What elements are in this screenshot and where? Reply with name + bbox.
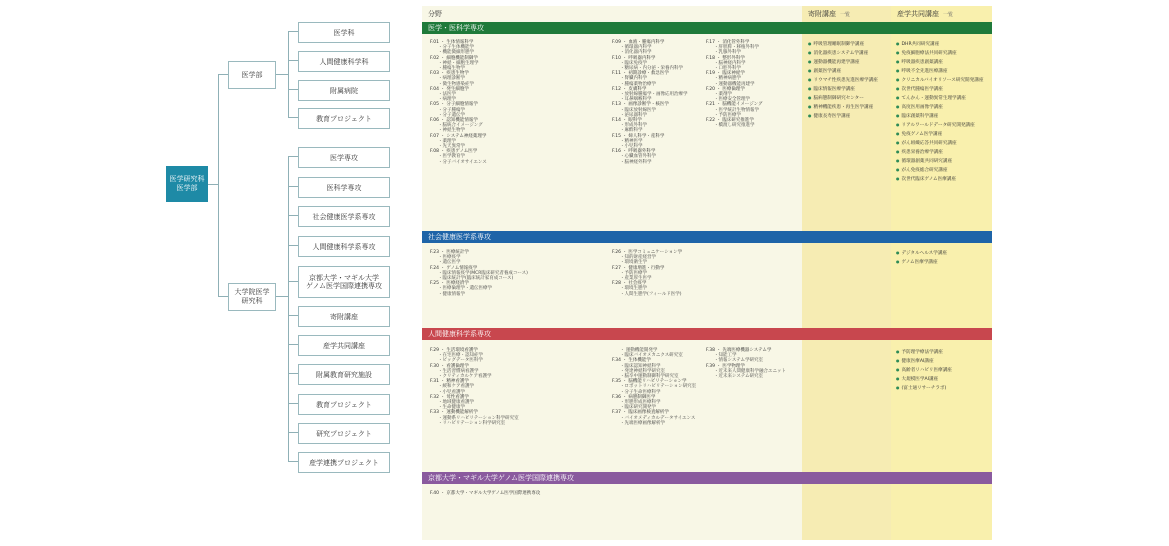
grad-leaf (298, 266, 390, 298)
field-item: ● 健康長寿医学講座 (808, 112, 878, 121)
field-item: ● リウマチ性疾患先進医療学講座 (808, 76, 878, 85)
kyoto-col-1 (430, 491, 540, 496)
field-item: ・運動系リハビリテーション科学研究室 (438, 415, 519, 421)
social-col-2 (612, 250, 682, 297)
field-item: ・知能工学 (714, 353, 737, 359)
field-item: ・近未来人間健康科学融合ユニット (714, 368, 786, 374)
root-line1: 医学研究科 (169, 175, 205, 183)
leaf-connector (288, 281, 298, 282)
sangaku-header-note: 一覧 (943, 12, 954, 18)
field-item: ・臨床研究開発学 (620, 405, 656, 411)
field-item: ● (富士通リサーチラボ) (896, 384, 952, 393)
connector-grad-v (288, 156, 289, 462)
field-item: ・先天異常学 (438, 144, 465, 150)
field-item: ・臨床認知神経科学 (620, 363, 661, 369)
field-item: F.16 ・ 呼吸器外科学 (612, 149, 656, 155)
leaf-connector (288, 245, 298, 246)
medicine-col-3 (706, 40, 763, 128)
leaf-connector (288, 31, 298, 32)
leaf-label: 医科学専攻 (326, 183, 362, 192)
field-item: ● 免疫ゲノム医学講座 (896, 130, 983, 139)
leaf-connector (288, 117, 298, 118)
grad-node-line2: 研究科 (241, 297, 263, 305)
grad-leaf (298, 306, 390, 327)
field-item: F.18 ・ 整形外科学 (706, 55, 745, 61)
leaf-label: 人間健康科学系専攻 (312, 242, 376, 251)
field-item: ・臨床免疫学 (620, 60, 647, 66)
field-item: ・糖尿病・内分泌・栄養内科学 (620, 66, 683, 72)
field-item: F.17 ・ 消化管外科学 (706, 40, 750, 45)
field-item: ・放射線腫瘍学・画像応用治療学 (620, 92, 688, 98)
leaf-connector (288, 89, 298, 90)
field-item: ・バイオメディカルデータサイエンス (620, 415, 696, 421)
field-item: F.22 ・ 臨床研究推進学 (706, 118, 754, 124)
field-item: F.34 ・ 生体機能学 (612, 358, 651, 364)
field-item: ・乳腺外科学 (714, 50, 741, 56)
field-item: F.08 ・ 疾患ゲノム医学 (430, 149, 478, 155)
field-item: ・腫瘍生物学 (438, 66, 465, 72)
leaf-connector (288, 60, 298, 61)
field-item: ・先端医療画像解析学 (620, 420, 665, 426)
field-item: ● 次世代腫瘍医学講座 (896, 85, 983, 94)
leaf-label: 寄附講座 (330, 312, 358, 321)
field-item: ・機能微細形態学 (438, 50, 474, 56)
field-item: ● 臨床情報医療学講座 (808, 85, 878, 94)
field-item: ・循環器内科学 (620, 45, 652, 51)
field-item: ・生命健康学 (438, 405, 465, 411)
field-item: ・医療安全管理学 (714, 97, 750, 103)
leaf-connector (288, 461, 298, 462)
field-item: ・知的財産経営学 (620, 255, 656, 261)
field-item: ・緩和ケア看護学 (438, 384, 474, 390)
field-item: ・情報システム学研究室 (714, 358, 764, 364)
grad-leaf (298, 335, 390, 356)
connector-faculty-v (288, 31, 289, 118)
grad-leaf (298, 423, 390, 444)
connector-faculty-in (218, 74, 228, 75)
field-item: ・脳統合イメージング (438, 123, 483, 129)
field-item: F.27 ・ 健康増進・行動学 (612, 265, 665, 271)
root-node (166, 166, 208, 202)
field-item: ・クリティカルケア看護学 (438, 374, 492, 380)
field-item: F.29 ・ 生活環境看護学 (430, 348, 478, 353)
field-item: ・小児科学 (620, 144, 643, 150)
field-item: F.35 ・ 脳機能リハビリテーション学 (612, 379, 687, 385)
leaf-connector (288, 315, 298, 316)
field-item: F.25 ・ 医療経済学 (430, 281, 469, 287)
leaf-label: 産学連携プロジェクト (309, 458, 379, 467)
field-item: ・橋渡し研究推進学 (714, 123, 755, 129)
grad-leaf (298, 364, 390, 385)
field-item: ● がん組織応答共同研究講座 (896, 139, 983, 148)
field-item: F.36 ・ 病態制御医学 (612, 394, 656, 400)
leaf-label: 医学専攻 (330, 153, 358, 162)
field-item: F.06 ・ 認知機能情報学 (430, 118, 478, 124)
field-item: F.04 ・ 発生細胞学 (430, 86, 469, 92)
field-item: F.09 ・ 血液・腫瘍内科学 (612, 40, 665, 45)
leaf-connector (288, 156, 298, 157)
field-item: ● 高齢者リハビリ医療講座 (896, 366, 952, 375)
field-item: ・遺伝医学 (438, 260, 461, 266)
field-item: ・予防医療学 (714, 112, 741, 118)
field-item: ・形成外科学 (620, 123, 647, 129)
sangaku-header-label: 産学共同講座 (897, 10, 939, 18)
grad-leaf (298, 394, 390, 415)
medicine-col-1 (430, 40, 487, 165)
human-col-2 (612, 348, 696, 426)
field-item: ・精神病態学 (714, 76, 741, 82)
grad-leaf (298, 452, 390, 473)
field-item: ● がん免疫総合研究講座 (896, 166, 983, 175)
field-item: F.14 ・ 眼科学 (612, 118, 642, 124)
faculty-node (228, 61, 276, 89)
field-item: ・臨床バイオメカニクス研究室 (620, 353, 683, 359)
field-item: ・分子生命医療科学 (620, 389, 661, 395)
connector-faculty-out (274, 74, 288, 75)
field-item: F.32 ・ 母性看護学 (430, 394, 469, 400)
field-item: ・環境生態学 (620, 286, 647, 292)
field-item: F.11 ・ 初期診療・救急医学 (612, 71, 669, 77)
human-col-3 (706, 348, 786, 379)
sangaku-medicine-list (896, 40, 983, 184)
field-item: ・脳卒中運動制御科学研究室 (620, 374, 679, 380)
faculty-leaf (298, 22, 390, 43)
field-header-label: 分野 (428, 10, 442, 18)
field-item: ・産業厚生医学 (620, 276, 652, 282)
field-item: ● 疾患栄養治療学講座 (896, 148, 983, 157)
grad-leaf (298, 177, 390, 198)
leaf-label: 研究プロジェクト (316, 429, 372, 438)
field-item: ● 呼吸不全先進医療講座 (896, 67, 983, 76)
field-item: ・小児看護学 (438, 389, 465, 395)
grad-leaf (298, 236, 390, 257)
field-item: F.15 ・ 婦人科学・産科学 (612, 133, 665, 139)
field-item: F.38 ・ 先端医療機器システム学 (706, 348, 772, 353)
field-item: ● 高度医用画像学講座 (896, 103, 983, 112)
field-item: ● 精神機能疾患・再生医学講座 (808, 103, 878, 112)
field-item: ● 免疫細胞療法共同研究講座 (896, 49, 983, 58)
field-item: F.26 ・ 医学コミュニケーション学 (612, 250, 683, 255)
field-item: ・分子腫瘍学 (438, 107, 465, 113)
leaf-connector (288, 373, 298, 374)
field-item: ・心臓血管外科学 (620, 154, 656, 160)
field-item: ● 次世代臨床ゲノム医療講座 (896, 175, 983, 184)
field-item: F.37 ・ 臨床画像検査解析学 (612, 410, 669, 416)
field-item: F.02 ・ 細胞機能制御学 (430, 55, 478, 61)
kifu-medicine-list (808, 40, 878, 121)
field-item: ・形態形成医療科学 (620, 400, 661, 406)
grad-leaf (298, 206, 390, 227)
connector-grad-out (274, 296, 288, 297)
faculty-leaf (298, 80, 390, 101)
field-item: ・分子生体機能学 (438, 45, 474, 51)
field-item: ・病理学 (438, 97, 456, 103)
field-item: ・法医学 (438, 92, 456, 98)
field-item: ・運動器機能再建学 (714, 81, 755, 87)
field-item: ・医学統計生物情報学 (714, 107, 759, 113)
field-item: F.03 ・ 疾患生物学 (430, 71, 469, 77)
root-line2: 医学部 (176, 184, 198, 192)
field-item: F.13 ・ 画像診断学・核医学 (612, 102, 669, 108)
field-item: F.07 ・ システム神経薬理学 (430, 133, 487, 139)
band-kyoto: 京都大学・マギル大学ゲノム医学国際連携専攻 (422, 472, 992, 484)
field-item: ・生活習慣病看護学 (438, 368, 479, 374)
field-item: F.40 ・ 京都大学・マギル大学ゲノム医学国際連携専攻 (430, 491, 541, 496)
kifu-header-label: 寄附講座 (808, 10, 836, 18)
leaf-label: 教育プロジェクト (316, 114, 372, 123)
field-item: ・脳神経外科学 (620, 159, 652, 165)
field-item: ・ビッグデータ医科学 (438, 358, 483, 364)
leaf-label: 教育プロジェクト (316, 400, 372, 409)
field-item: F.23 ・ 医療統計学 (430, 250, 469, 255)
connector-root-v (218, 74, 219, 296)
field-item: ・精神医学 (620, 138, 643, 144)
field-item: ● 循環器創薬共同研究講座 (896, 157, 983, 166)
field-item: F.05 ・ 分子細胞情報学 (430, 102, 478, 108)
field-item: ・神経・細胞生理学 (438, 60, 479, 66)
field-item: ・腫瘍薬物治療学 (620, 81, 656, 87)
field-item: ● DHR共同研究講座 (896, 40, 983, 49)
field-header (428, 9, 442, 19)
field-item: ● 創薬医学講座 (808, 67, 878, 76)
field-item: F.30 ・ 看護倫理学 (430, 363, 469, 369)
field-item: F.39 ・ 医学物理学 (706, 363, 745, 369)
sangaku-social-list (896, 249, 947, 267)
connector-root-h (208, 184, 218, 185)
leaf-label: 京都大学・マギル大学 (309, 274, 379, 282)
field-item: ・分子遺伝学 (438, 112, 465, 118)
field-item: ● デジタルヘルス学講座 (896, 249, 947, 258)
field-item: F.24 ・ ゲノム情報疫学 (430, 265, 478, 271)
field-item: ・臨床情報疫学(MCR臨床研究者養成コース) (438, 270, 528, 276)
field-item: ・地域健康看護学 (438, 400, 474, 406)
grad-node-line1: 大学院医学 (234, 288, 270, 296)
field-item: ・臨床放射線医学 (620, 107, 656, 113)
band-human: 人間健康科学系専攻 (422, 328, 992, 340)
medicine-col-2 (612, 40, 688, 165)
field-item: F.28 ・ 社会疫学 (612, 281, 647, 287)
field-item: ・薬剤学 (714, 92, 732, 98)
field-item: ・耳鼻咽喉科学 (620, 97, 652, 103)
field-item: F.10 ・ 呼吸器内科学 (612, 55, 656, 61)
field-item: F.19 ・ 臨床神経学 (706, 71, 745, 77)
field-item: ・ロボットリハビリテーション研究室 (620, 384, 697, 390)
field-item: ・健康情報学 (438, 291, 465, 297)
field-item: ・在宅医療・認知症学 (438, 353, 483, 359)
field-item: ● ゲノム医療学講座 (896, 258, 947, 267)
kifu-header-note: 一覧 (840, 12, 851, 18)
field-item: ・泌尿器科学 (620, 112, 647, 118)
field-item: F.20 ・ 医療倫理学 (706, 86, 745, 92)
field-item: ・発達神経科学研究室 (620, 368, 665, 374)
sangaku-human-list (896, 348, 952, 393)
field-item: ● 消化器疾患システム学講座 (808, 49, 878, 58)
field-item: F.33 ・ 運動機能解析学 (430, 410, 478, 416)
leaf-label: 医学科 (333, 28, 355, 37)
leaf-label: 人間健康科学科 (319, 57, 369, 66)
band-social: 社会健康医学系専攻 (422, 231, 992, 243)
sangaku-header (897, 9, 953, 19)
field-item: ・リハビリテーション科学研究室 (438, 420, 506, 426)
field-item: ● てんかん・運動異常生理学講座 (896, 94, 983, 103)
field-item: ・近未来システム研究室 (714, 374, 764, 380)
field-item: ・脳神経内科学 (714, 60, 746, 66)
grad-leaf (298, 147, 390, 168)
field-item: F.01 ・ 生体情報科学 (430, 40, 474, 45)
field-item: ・医療倫理学・遺伝医療学 (438, 286, 492, 292)
field-item: ● リアルワールドデータ研究開発講座 (896, 121, 983, 130)
field-item: ● 健康医療AI講座 (896, 357, 952, 366)
field-item: F.31 ・ 精神看護学 (430, 379, 469, 385)
field-item: ・腎臓内科学 (620, 76, 647, 82)
field-item: ・ 運動機能開発学 (620, 348, 658, 353)
leaf-label: 産学共同講座 (323, 341, 365, 350)
field-item: ・分子バイオサイエンス (438, 159, 487, 165)
human-col-1 (430, 348, 519, 426)
band-medicine: 医学・医科学専攻 (422, 22, 992, 34)
field-item: ・肝胆膵・移植外科学 (714, 45, 759, 51)
leaf-connector (288, 432, 298, 433)
leaf-connector (288, 215, 298, 216)
field-item: ● 運動器機能再建学講座 (808, 58, 878, 67)
field-item: ・医療疫学 (438, 255, 461, 261)
field-item: ● 臨床創薬科学講座 (896, 112, 983, 121)
field-item: ・口腔外科学 (714, 66, 741, 72)
field-item: ・予防医療学 (620, 270, 647, 276)
leaf-label: 附属教育研究施設 (316, 370, 372, 379)
field-item: ● 予防理学療法学講座 (896, 348, 952, 357)
field-item: ・人間生態学(フィールド医学) (620, 291, 682, 297)
connector-grad-in (218, 296, 228, 297)
social-col-1 (430, 250, 528, 297)
field-item: ● 大規模医学AI講座 (896, 375, 952, 384)
field-item: ・環境衛生学 (620, 260, 647, 266)
leaf-label: ゲノム医学国際連携専攻 (305, 282, 383, 290)
field-item: F.12 ・ 皮膚科学 (612, 86, 647, 92)
leaf-label: 附属病院 (330, 86, 358, 95)
grad-node (228, 283, 276, 311)
faculty-leaf (298, 108, 390, 129)
field-item: ● クリニカルバイオリソース研究開発講座 (896, 76, 983, 85)
field-item: ● 呼吸管理睡眠制御学講座 (808, 40, 878, 49)
kifu-header (808, 9, 850, 19)
field-item: ・病理診断学 (438, 76, 465, 82)
field-item: ・薬理学 (438, 138, 456, 144)
field-item: ・医学教育学 (438, 154, 465, 160)
leaf-connector (288, 186, 298, 187)
field-item: ● 呼吸器疾患創薬講座 (896, 58, 983, 67)
leaf-connector (288, 344, 298, 345)
leaf-connector (288, 403, 298, 404)
faculty-node-label: 医学部 (241, 70, 263, 79)
field-item: ・微生物感染症学 (438, 81, 474, 87)
faculty-leaf (298, 51, 390, 72)
field-item: ・神経生物学 (438, 128, 465, 134)
leaf-label: 社会健康医学系専攻 (312, 212, 376, 221)
field-item: ・臨床統計学(臨床統計家育成コース) (438, 276, 514, 282)
field-item: ・消化器内科学 (620, 50, 652, 56)
field-item: ・麻酔科学 (620, 128, 643, 134)
field-item: ● 脳病態制御研究センター (808, 94, 878, 103)
field-item: F.21 ・ 脳機能イメージング (706, 102, 763, 108)
